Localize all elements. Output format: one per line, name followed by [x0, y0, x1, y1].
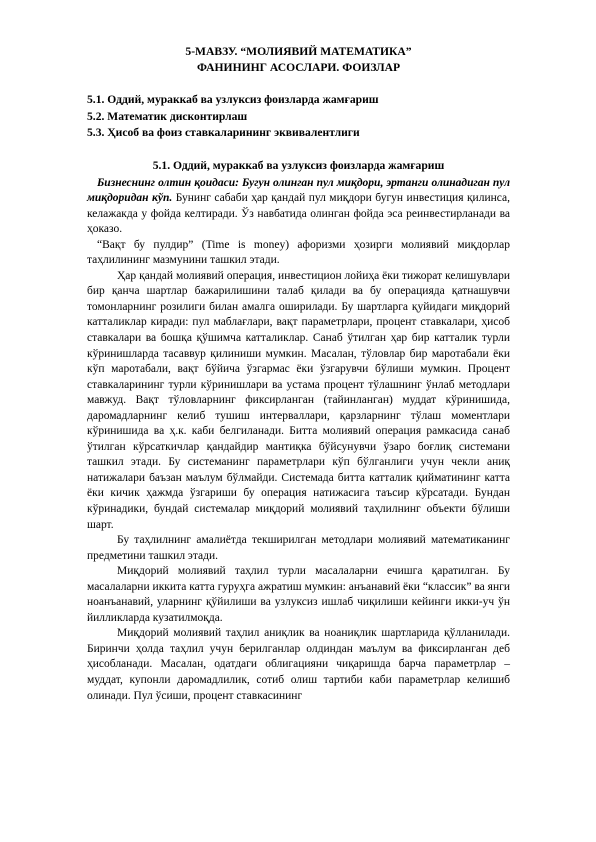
paragraph-golden-rule [87, 176, 510, 238]
outline-item-5-1: 5.1. Оддий, мураккаб ва узлуксиз фоизларда жамғариш [87, 93, 379, 106]
document-page [87, 44, 510, 704]
topic-outline [87, 92, 510, 142]
golden-rule-emphasis: Бизнеснинг олтин қоидаси: Бугун олинган пул миқдори, эртанги олинадиган пул миқдоридан кўп. [87, 176, 510, 205]
golden-rule-text: Бунинг сабаби ҳар қандай пул миқдори бугун инвестиция қилинса, келажакда у фойда келтиради. Ўз навбатида олинган фойда эса реинвестирланади ва ҳоказо. [87, 192, 510, 236]
topic-title-line-1: 5-МАВЗУ. “МОЛИЯВИЙ МАТЕМАТИКА” [185, 45, 412, 58]
topic-title [87, 44, 510, 76]
outline-item-5-2: 5.2. Математик дисконтирлаш [87, 109, 248, 123]
paragraph-methods: Бу таҳлилнинг амалиётда текширилган методлари молиявий математиканинг предметини ташкил этади. [87, 534, 510, 562]
paragraph-financial-operations: Ҳар қандай молиявий операция, инвестицион лойиҳа ёки тижорат келишувлари бир қанча шартлар бажарилишини талаб қилади ва бу операцияда қатнашувчи томонларнинг розилиги билан амалга оширилади. Бу шартларга қуйидаги миқдорий катталиклар киради: пул маблағлари, вақт параметрлари, процент ставкалари, ҳисоб ставкалари ва бошқа қўшимча катталиклар. Санаб ўтилган ҳар бир катталик турли кўринишларда тасаввур қилиниши мумкин. Масалан, тўловлар бир маротабали ёки кўп маротабали, вақт бўйича ўзгармас ёки ўзгарувчи бўлиши мумкин. Процент ставкаларининг турли кўринишлари ва устама процент тўлашнинг ўнлаб методлари мавжуд. Вақт тўловларнинг фиксирланган (тайинланган) муддат кўринишида, даромадларнинг келиб тушиш интерваллари, қарзларнинг тўлаш моментлари кўринишида ва ҳ.к. каби белгиланади. Битта молиявий операция рамкасида санаб ўтилган кўрсаткичлар қандайдир мантиқка бўйсунувчи ўзаро боғлиқ системани ташкил этади. Бу системанинг параметрлари кўп бўлганлиги учун чекли аниқ натижалари баъзан маълум бўлмайди. Системада битта катталик қийматининг катта ёки кичик ҳажмда ўзгариши бу операция натижасига таъсир кўрсатади. Бундан кўринадики, бундай системалар миқдорий молиявий таҳлилнинг объекти бўлиши шарт. [87, 269, 510, 531]
paragraph-certainty-conditions: Миқдорий молиявий таҳлил аниқлик ва ноаниқлик шартларида қўлланилади. Биринчи ҳолда таҳлил учун берилганлар олдиндан маълум ва фиксирланган деб ҳисобланади. Масалан, одатдаги облигацияни чиқаришда барча параметрлар – муддат, купонли даромадлилик, сотиб олиш тартиби каби параметрлар келишиб олинади. Пул ўсиши, процент ставкасининг [87, 627, 510, 702]
paragraph-analysis-tasks: Миқдорий молиявий таҳлил турли масалаларни ечишга қаратилган. Бу масалаларни иккита катта гуруҳга ажратиш мумкин: анъанавий ёки “классик” ва янги ноанъанавий, уларнинг қўйилиши ва узлуксиз ишлаб чиқилиши кейинги икки-уч ўн йилликларда кузатилмоқда. [87, 565, 510, 624]
outline-item-5-3: 5.3. Ҳисоб ва фоиз ставкаларининг эквивалентлиги [87, 126, 360, 139]
topic-title-line-2: ФАНИНИНГ АСОСЛАРИ. ФОИЗЛАР [196, 61, 401, 74]
paragraph-time-is-money: “Вақт бу пулдир” (Time is money) афоризми ҳозирги молиявий миқдорлар таҳлилининг мазмунини ташкил этади. [87, 238, 510, 267]
section-body [87, 176, 510, 705]
section-heading-5-1: 5.1. Оддий, мураккаб ва узлуксиз фоизларда жамғариш [152, 158, 445, 172]
